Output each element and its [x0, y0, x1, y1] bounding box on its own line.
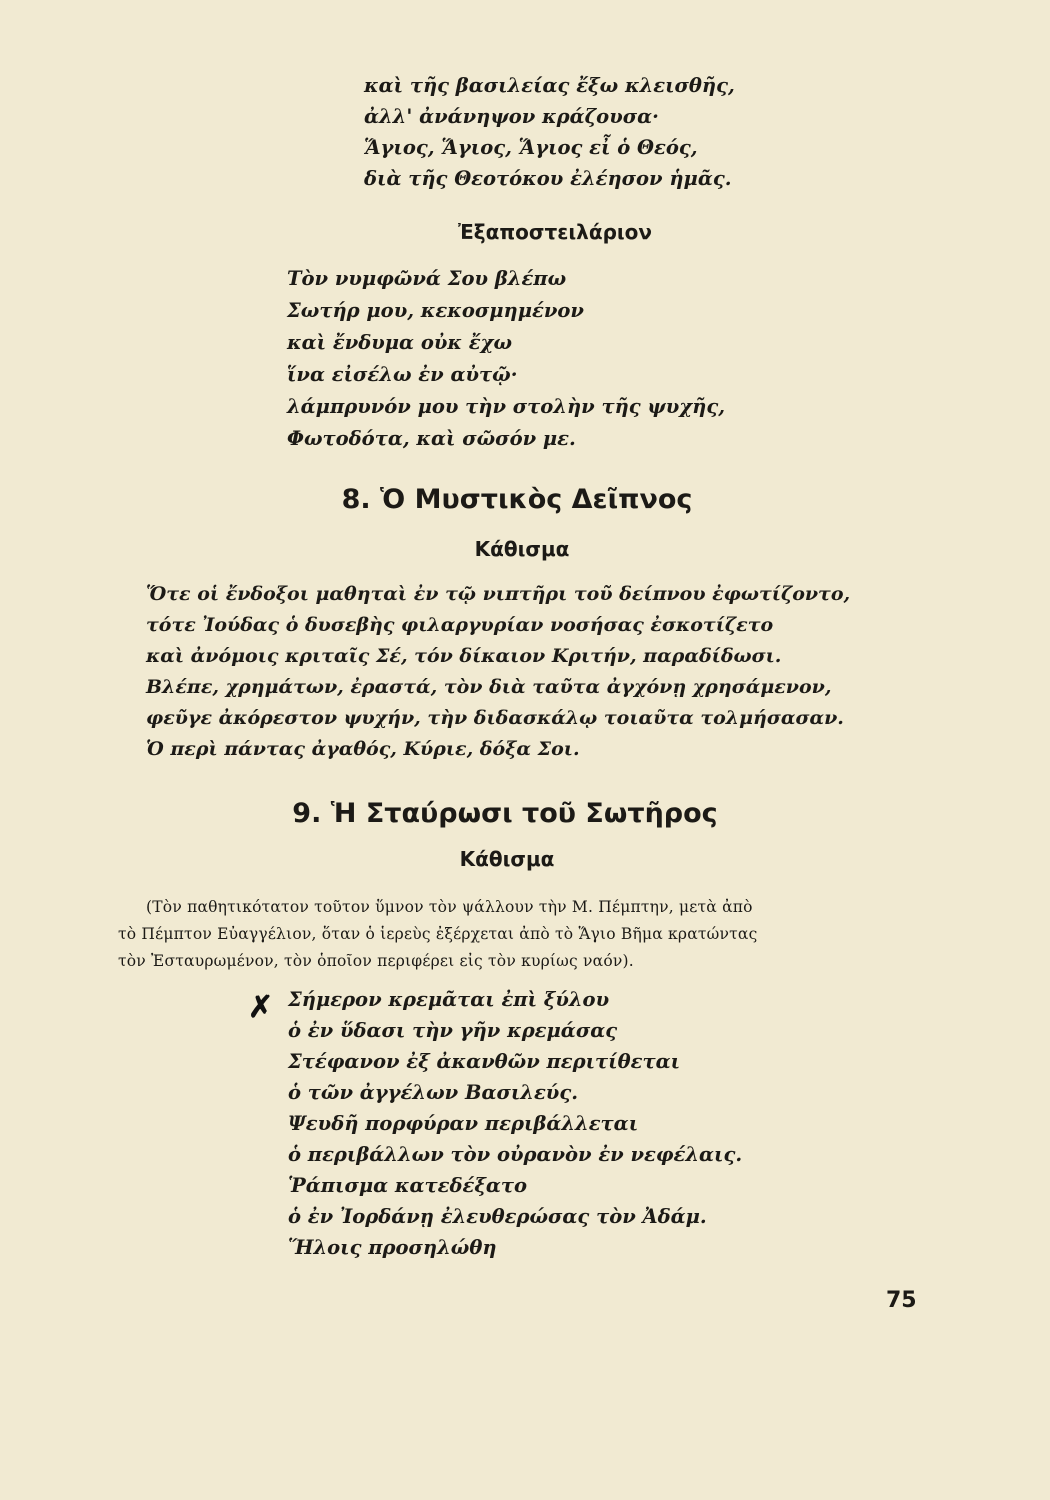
verse-line: Ψευδῆ πορφύραν περιβάλλεται: [288, 1112, 639, 1135]
verse-line: ὁ τῶν ἀγγέλων Βασιλεύς.: [288, 1081, 578, 1104]
verse-line: ἵνα εἰσέλω ἐν αὐτῷ·: [287, 363, 518, 386]
section-9-verse: [0, 984, 1050, 1263]
verse-line: Τὸν νυμφῶνά Σου βλέπω: [287, 267, 567, 290]
verse-line: Σωτήρ μου, κεκοσμημένον: [287, 299, 584, 322]
section-8-verse: [0, 579, 1050, 765]
note-line: τὸ Πέμπτον Εὐαγγέλιον, ὅταν ὁ ἱερεὺς ἐξέρχεται ἀπὸ τὸ Ἅγιο Βῆμα κρατώντας: [118, 925, 758, 943]
section-8-title: 8. Ὁ Μυστικὸς Δεῖπνος: [341, 484, 693, 515]
verse-line: Στέφανον ἐξ ἀκανθῶν περιτίθεται: [288, 1050, 681, 1073]
hymn-end-verse: [0, 70, 1050, 194]
verse-line: φεῦγε ἀκόρεστον ψυχήν, τὴν διδασκάλῳ τοιαῦτα τολμήσασαν.: [146, 707, 844, 729]
section-9-subtitle: Κάθισμα: [459, 847, 555, 871]
verse-line: ἀλλ' ἀνάνηψον κράζουσα·: [364, 105, 659, 128]
verse-line: ὁ περιβάλλων τὸν οὐρανὸν ἐν νεφέλαις.: [288, 1143, 743, 1166]
page-number: 75: [886, 1288, 917, 1313]
section-9-note: [118, 894, 918, 975]
verse-line: τότε Ἰούδας ὁ δυσεβὴς φιλαργυρίαν νοσήσας ἐσκοτίζετο: [146, 614, 774, 636]
verse-line: καὶ ἀνόμοις κριταῖς Σέ, τόν δίκαιον Κριτήν, παραδίδωσι.: [146, 645, 782, 667]
verse-line: Ὁ περὶ πάντας ἀγαθός, Κύριε, δόξα Σοι.: [146, 738, 580, 760]
verse-line: Ἥλοις προσηλώθη: [288, 1236, 497, 1259]
verse-line: Φωτοδότα, καὶ σῶσόν με.: [287, 427, 576, 450]
verse-line: Ὅτε οἱ ἔνδοξοι μαθηταὶ ἐν τῷ νιπτῆρι τοῦ δείπνου ἐφωτίζοντο,: [146, 583, 851, 605]
verse-line: διὰ τῆς Θεοτόκου ἐλέησον ἡμᾶς.: [364, 167, 732, 190]
section-8-subtitle: Κάθισμα: [474, 537, 570, 561]
handwritten-mark: ✗: [248, 990, 274, 1025]
note-line: τὸν Ἐσταυρωμένον, τὸν ὁποῖον περιφέρει εἰς τὸν κυρίως ναόν).: [118, 952, 634, 970]
section-9-title: 9. Ἡ Σταύρωσι τοῦ Σωτῆρος: [292, 798, 718, 829]
verse-line: Σήμερον κρεμᾶται ἐπὶ ξύλου: [288, 988, 610, 1011]
exapostilarion-title: Ἐξαποστειλάριον: [457, 220, 653, 244]
verse-line: λάμπρυνόν μου τὴν στολὴν τῆς ψυχῆς,: [287, 395, 725, 418]
verse-line: Ἅγιος, Ἅγιος, Ἅγιος εἶ ὁ Θεός,: [364, 136, 698, 159]
verse-line: ὁ ἐν ὕδασι τὴν γῆν κρεμάσας: [288, 1019, 618, 1042]
verse-line: καὶ τῆς βασιλείας ἔξω κλεισθῆς,: [364, 74, 735, 97]
note-line: (Τὸν παθητικότατον τοῦτον ὕμνον τὸν ψάλλουν τὴν Μ. Πέμπτην, μετὰ ἀπὸ: [146, 898, 753, 916]
verse-line: Ῥάπισμα κατεδέξατο: [288, 1174, 528, 1197]
verse-line: Βλέπε, χρημάτων, ἐραστά, τὸν διὰ ταῦτα ἀγχόνῃ χρησάμενον,: [146, 676, 832, 698]
verse-line: καὶ ἔνδυμα οὐκ ἔχω: [287, 331, 513, 354]
verse-line: ὁ ἐν Ἰορδάνῃ ἐλευθερώσας τὸν Ἀδάμ.: [288, 1205, 707, 1228]
exapostilarion-verse: [0, 263, 1050, 455]
